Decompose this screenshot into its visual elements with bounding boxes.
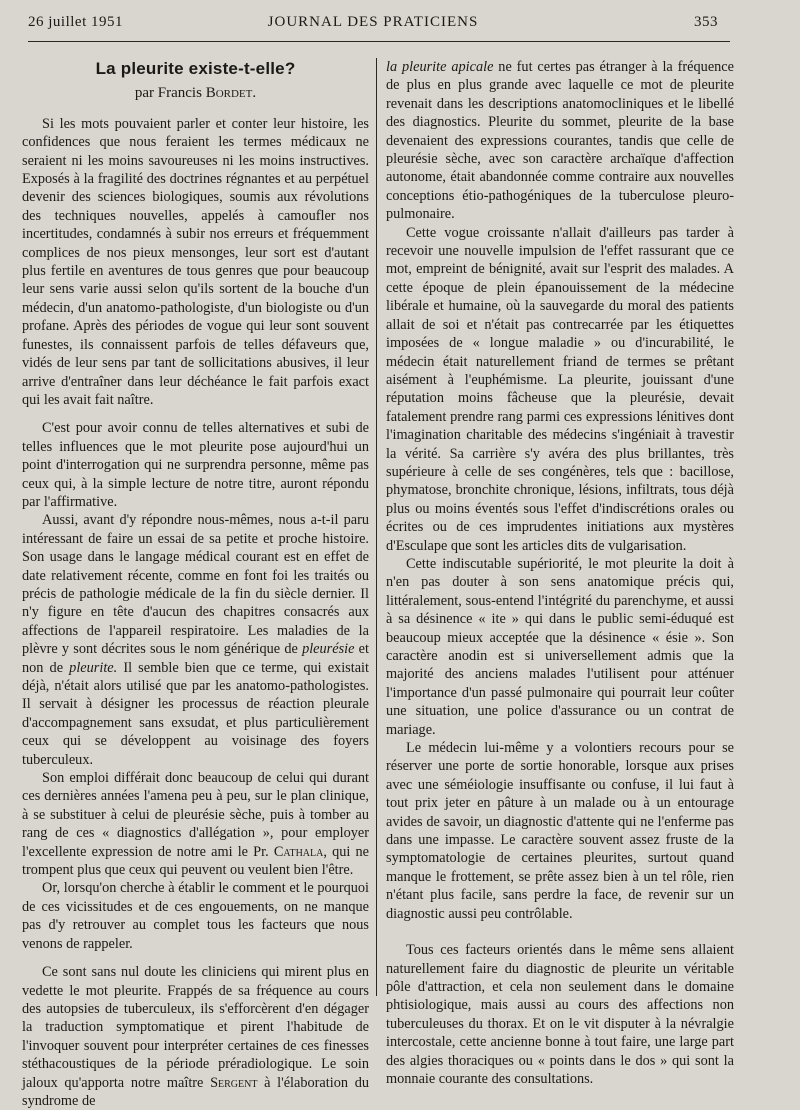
- small-caps-name: Cathala: [273, 843, 324, 860]
- author-surname: Bordet.: [205, 85, 257, 102]
- text-run: Aussi, avant d'y répondre nous-mêmes, nous a-t-il paru intéressant de faire un essai de sa petite et proche histoire. Son usage dans le langage médical courant est en effet de date relativement récente, comme en font foi les traités ou précis de pathologie médicale de la fin du siècle dernier. Il n'y figure en tête d'aucun des chapitres consacrés aux affections de l'appareil respiratoire. Les maladies de la plèvre y sont décrites sous le nom générique de: [22, 512, 369, 658]
- text-run: à l'élaboration du syndrome de: [22, 1074, 369, 1109]
- text-run: et non de: [22, 641, 369, 676]
- paragraph: Or, lorsqu'on cherche à établir le comment et le pourquoi de ces vicissitudes et de ces engouements, on ne manque pas d'y retrouver au complet tous les facteurs que nous venons de rappeler.: [22, 880, 369, 952]
- paragraph: [386, 58, 734, 224]
- paragraph: C'est pour avoir connu de telles alternatives et subi de telles influences que le mot pleurite pose aujourd'hui un point d'interrogation qui ne surprendra personne, même pas ceux qui, à la simple lecture de notre titre, auront répondu par l'affirmative.: [22, 420, 369, 510]
- running-header: [28, 14, 718, 38]
- paragraph: Cette indiscutable supériorité, le mot pleurite la doit à n'en pas douter à son sens anatomique précis qui, littéralement, sous-entend l'intégrité du parenchyme, et aussi à sa désinence « ite » qui dans le public semi-éduqué est beaucoup mieux acceptée que la désinence « ésie ». Son caractère anodin est si universellement admis que la majorité des anciens malades l'utilisent pour atténuer l'importance d'un passé pulmonaire qui pourrait leur coûter une situation, une police d'assurance ou un contrat de mariage.: [386, 555, 734, 738]
- paragraph: Tous ces facteurs orientés dans le même sens allaient naturellement faire du diagnostic de pleurite un véritable pôle d'attraction, et cela non seulement dans le domaine phtisiologique, mais aussi au cours des affections non tuberculeuses du thorax. Et on le vit disputer à la névralgie intercostale, cette ancienne bonne à tout faire, une large part des algies thoraciques ou « points dans le dos » qui sont la monnaie courante des consultations.: [386, 942, 734, 1087]
- header-rule: [28, 41, 730, 42]
- text-run: Son emploi différait donc beaucoup de celui qui durant ces dernières années l'amena peu à peu, sur le plan clinique, à se substituer à celui de pleurésie sèche, puis à tomber au rang de ces « diagnostics d'allégation », pour employer l'excellente expression de notre ami le Pr.: [22, 770, 369, 860]
- paragraph: [22, 769, 369, 879]
- article-byline: [22, 84, 369, 102]
- text-run: Il semble bien que ce terme, qui existait déjà, n'était alors utilisé que par les anatomo-pathologistes. Il servait à désigner les processus de réaction pleurale d'accompagnement sans exsudat, et plus particulièrement ceux qui se développent au voisinage des foyers tuberculeux.: [22, 659, 369, 768]
- article-title: La pleurite existe-t-elle?: [95, 59, 296, 78]
- text-run: Ce sont sans nul doute les cliniciens qui mirent plus en vedette le mot pleurite. Frappés de sa fréquence au cours des autopsies de tuberculeux, ils s'efforcèrent d'en dégager la traduction symptomatique et pirent l'habitude de l'invoquer souvent pour interpréter certaines de ces finesses stéthacoustiques de la période préradiologique. Le soin jaloux qu'apporta notre maître: [22, 964, 369, 1091]
- header-date: 26 juillet 1951: [28, 14, 123, 30]
- left-column: [22, 58, 369, 1109]
- italic-term: pleurite.: [69, 659, 118, 676]
- small-caps-name: Sergent: [210, 1074, 258, 1091]
- paragraph: Le médecin lui-même y a volontiers recours pour se réserver une porte de sortie honorable, lorsque aux prises avec une séméiologie insuffisante ou confuse, il lui faut à tout prix jeter en pâture à un malade ou à un entourage avides de savoir, un diagnostic d'attente qui ne l'enferme pas dans une impasse. Le caractère souvent assez fruste de la symptomatologie de certaines pleurites, surtout quand manque le frottement, se prête assez bien à un tel rôle, rien n'étant plus facile, sans perdre la face, de revenir sur un diagnostic aussi peu contrôlable.: [386, 740, 734, 922]
- italic-term: la pleurite apicale: [386, 59, 494, 75]
- right-column: [386, 58, 734, 1087]
- paragraph: Cette vogue croissante n'allait d'ailleurs pas tarder à recevoir une nouvelle impulsion de l'effet rassurant que ce mot, empreint de bénignité, avait sur l'esprit des malades. A cette époque de plein épanouissement de la médecine libérale et humaine, où la sauvegarde du moral des patients allait de soi et n'était pas contrecarrée par les étiquettes imposées de « longue maladie » ou d'incurabilité, le médecin était naturellement friand de termes se prêtant aisément à l'euphémisme. La pleurite, jouissant d'une réputation moins fâcheuse que la pleurésie, devait fatalement prendre rang parmi ces expressions lénitives dont l'imagination charitable des médecins s'ingéniait à travestir la vérité. Sa carrière s'y avéra des plus brillantes, très supérieure à celle de ses congénères, tels que : bacillose, phymatose, bronchite chronique, lésions, infiltrats, tous déjà plus ou moins éventés sous l'effet d'indiscrétions orales ou écrites ou de ces imprudentes initiations aux mystères d'Esculape que sont les articles dits de vulgarisation.: [386, 224, 734, 554]
- header-page-number: 353: [694, 14, 718, 30]
- text-run: ne fut certes pas étranger à la fréquence de plus en plus grande avec laquelle ce mot de pleurite revenait dans les descriptions anatomocliniques et le libellé des diagnostics. Pleurite du sommet, pleurite de la base devenaient des expressions courantes, tandis que celle de pleurésie sèche, avec son caractère archaïque d'affection autonome, était abandonnée comme contraire aux nouvelles conceptions étio-pathogéniques de la tuberculose pleuro-pulmonaire.: [386, 59, 734, 223]
- paragraph: [22, 963, 369, 1110]
- paragraph: Si les mots pouvaient parler et conter leur histoire, les confidences que nous feraient les termes médicaux ne seraient ni les moins savoureuses ni les moins instructives. Exposés à la fragilité des doctrines régnantes et au perpétuel devenir des sciences biologiques, soumis aux révolutions des techniques nouvelles, appelés à camoufler nos incertitudes, condamnés à subir nos erreurs et fréquemment complices de nos pieux mensonges, leur sort est d'autant plus fertile en aventures de tous genres que pour beaucoup leur sens varie aussi selon qu'ils sortent de la bouche d'un médecin, d'un anatomo-pathologiste, d'un biologiste ou d'un profane. Après des périodes de vogue qui leur sont souvent funestes, ils connaissent parfois de telles défaveurs que, vidés de leur sens par tant de sollicitations abusives, il leur arrive d'entraîner dans leur déchéance le fait parfois exact qui les avait fait naître.: [22, 115, 369, 408]
- column-divider: [376, 58, 377, 996]
- italic-term: pleurésie: [302, 641, 355, 658]
- byline-prefix: par Francis: [134, 85, 206, 102]
- text-run: , qui ne trompent plus que ceux qui peuvent ou veulent bien l'être.: [22, 843, 369, 879]
- header-journal-title: JOURNAL DES PRATICIENS: [267, 14, 479, 30]
- paragraph: [22, 511, 369, 769]
